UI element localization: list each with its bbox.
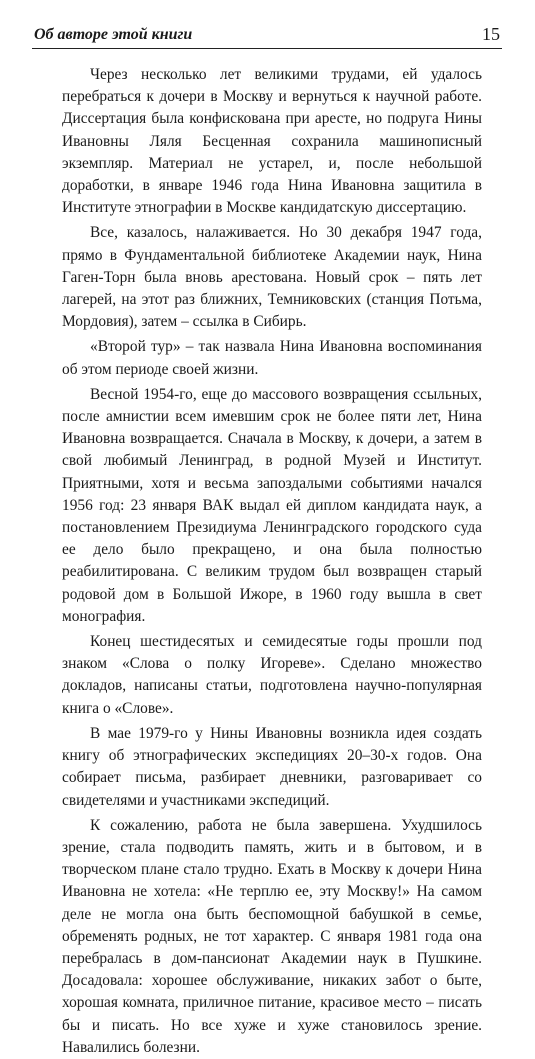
paragraph: К сожалению, работа не была завершена. Ухудшилось зрение, стала подводить память, жить и в бытовом, и в творческом плане стало трудно. Ехать в Москву к дочери Нина Ивановна не хотела: «Не терплю ее, эту Москву!» На самом деле не могла она быть беспомощной бабушкой в семье, обременять родных, не тот характер. С января 1981 года она перебралась в дом-пансионат Академии наук в Пушкине. Досадовала: хорошее обслуживание, никаких забот о быте, хорошая комната, приличное питание, красивое место – писать бы и писать. Но все хуже и хуже становилось зрение. Навалились болезни. <box>62 816 482 1056</box>
paragraph: Через несколько лет великими трудами, ей удалось перебраться к дочери в Москву и вернуться к научной работе. Диссертация была конфискована при аресте, но подруга Нины Ивановны Ляля Бесценная сохранила машинописный экземпляр. Материал не устарел, и, после небольшой доработки, в январе 1946 года Нина Ивановна защитила в Институте этнографии в Москве кандидатскую диссертацию. <box>62 66 482 217</box>
paragraph: Весной 1954-го, еще до массового возвращения ссыльных, после амнистии всем имевшим срок не более пяти лет, Нина Ивановна возвращается. Сначала в Москву, к дочери, а затем в свой любимый Ленинград, в родной Музей и Институт. Приятными, хотя и весьма запоздалыми событиями начался 1956 год: 23 января ВАК выдал ей диплом кандидата наук, а постановлением Президиума Ленинградского городского суда ее дело было прекращено, и она была полностью реабилитирована. С великим трудом был возвращен старый родовой дом в Большой Ижоре, в 1960 году вышла в свет монография. <box>62 385 482 625</box>
body-text <box>62 64 482 1059</box>
page-number: 15 <box>482 24 500 44</box>
paragraph: «Второй тур» – так назвала Нина Ивановна воспоминания об этом периоде своей жизни. <box>62 338 482 378</box>
running-header-title: Об авторе этой книги <box>34 26 193 43</box>
paragraph: В мае 1979-го у Нины Ивановны возникла идея создать книгу об этнографических экспедициях 20–30-х годов. Она собирает письма, разбирает дневники, разговаривает со свидетелями и участниками экспедиций. <box>62 724 482 809</box>
running-header <box>32 22 502 49</box>
paragraph: Конец шестидесятых и семидесятые годы прошли под знаком «Слова о полку Игореве». Сделано множество докладов, написаны статьи, подготовлена научно-популярная книга о «Слове». <box>62 633 482 717</box>
paragraph: Все, казалось, налаживается. Но 30 декабря 1947 года, прямо в Фундаментальной библиотеке Академии наук, Нина Гаген-Торн была вновь арестована. Новый срок – пять лет лагерей, на этот раз ближних, Темниковских (станция Потьма, Мордовия), затем – ссылка в Сибирь. <box>62 224 482 331</box>
